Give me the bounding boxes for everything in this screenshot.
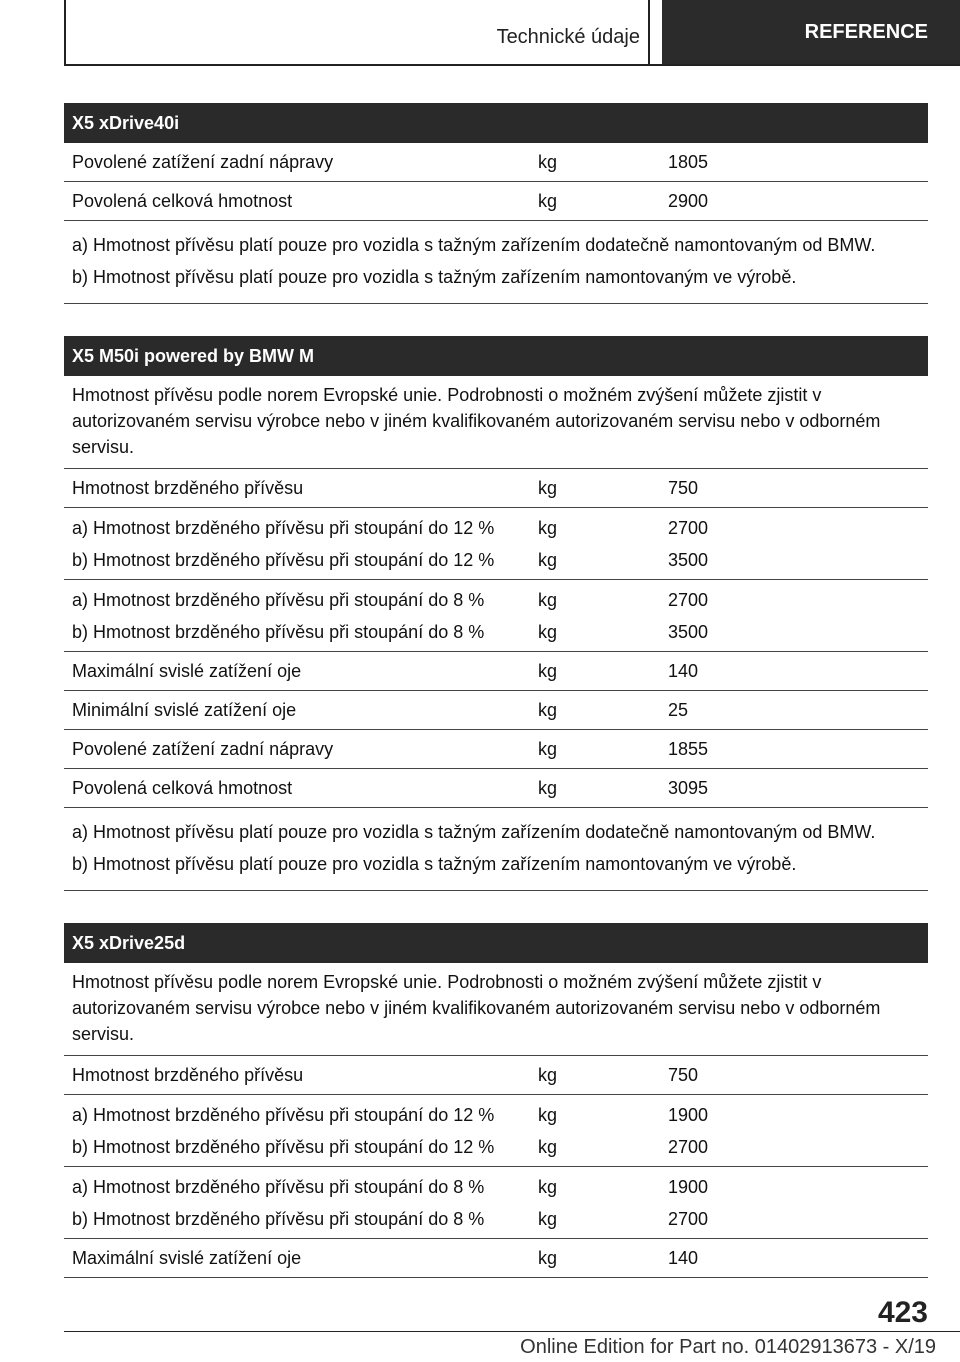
table-row [64, 1056, 928, 1095]
footer-rule [64, 1331, 960, 1332]
section-title-x5-xdrive40i: X5 xDrive40i [64, 103, 928, 143]
row-label: a) Hmotnost brzděného přívěsu při stoupání do 12 % [72, 1105, 495, 1125]
table-row [64, 730, 928, 769]
table-row [64, 182, 928, 221]
row-unit: kg [538, 1137, 558, 1157]
footnotes [64, 808, 928, 891]
row-value: 2700 [668, 1209, 709, 1229]
row-label: Povolené zatížení zadní nápravy [72, 151, 334, 172]
row-label: Hmotnost brzděného přívěsu [72, 477, 304, 498]
table-row [64, 469, 928, 508]
table-row [64, 652, 928, 691]
row-label: b) Hmotnost brzděného přívěsu při stoupání do 12 % [72, 1137, 495, 1157]
row-unit: kg [538, 477, 558, 498]
footnote-b: b) Hmotnost přívěsu platí pouze pro vozidla s tažným zařízením namontovaným ve výrobě. [72, 854, 797, 874]
row-unit: kg [538, 777, 558, 798]
header-reference-label: REFERENCE [804, 20, 928, 43]
section-intro: Hmotnost přívěsu podle norem Evropské unie. Podrobnosti o možném zvýšení můžete zjistit v autorizovaném servisu výrobce nebo v jiném kvalifikovaném autorizovaném servisu nebo v odborném servisu. [64, 963, 928, 1056]
row-value: 1855 [668, 738, 709, 759]
spec-content [64, 103, 928, 1278]
row-value: 140 [668, 660, 699, 681]
row-label: Hmotnost brzděného přívěsu [72, 1064, 304, 1085]
section-intro: Hmotnost přívěsu podle norem Evropské unie. Podrobnosti o možném zvýšení můžete zjistit v autorizovaném servisu výrobce nebo v jiném kvalifikovaném autorizovaném servisu nebo v odborném servisu. [64, 376, 928, 469]
row-value: 1900 [668, 1177, 709, 1197]
header-section-title: Technické údaje [496, 26, 640, 48]
row-value: 3095 [668, 777, 709, 798]
row-label: Minimální svislé zatížení oje [72, 699, 297, 720]
table-row [64, 508, 928, 580]
section-title-x5-xdrive25d: X5 xDrive25d [64, 923, 928, 963]
section-title-x5-m50i: X5 M50i powered by BMW M [64, 336, 928, 376]
header-mid-rule [648, 0, 650, 66]
footer-edition: Online Edition for Part no. 01402913673 - X/19 [520, 1336, 936, 1358]
row-unit: kg [538, 738, 558, 759]
footnote-b: b) Hmotnost přívěsu platí pouze pro vozidla s tažným zařízením namontovaným ve výrobě. [72, 267, 797, 287]
table-row [64, 691, 928, 730]
row-label: a) Hmotnost brzděného přívěsu při stoupání do 12 % [72, 518, 495, 538]
footnotes [64, 221, 928, 304]
header-reference-tab[interactable] [662, 0, 960, 64]
row-unit: kg [538, 1105, 558, 1125]
row-unit: kg [538, 1177, 558, 1197]
row-unit: kg [538, 151, 558, 172]
row-unit: kg [538, 622, 558, 642]
row-value: 2700 [668, 590, 709, 610]
row-label: Povolená celková hmotnost [72, 190, 293, 211]
row-value: 750 [668, 477, 699, 498]
row-value: 1900 [668, 1105, 709, 1125]
row-unit: kg [538, 518, 558, 538]
row-value: 2700 [668, 518, 709, 538]
row-label: a) Hmotnost brzděného přívěsu při stoupání do 8 % [72, 590, 485, 610]
row-unit: kg [538, 1064, 558, 1085]
row-label: b) Hmotnost brzděného přívěsu při stoupání do 12 % [72, 550, 495, 570]
row-unit: kg [538, 1209, 558, 1229]
row-label: Povolená celková hmotnost [72, 777, 293, 798]
row-label: b) Hmotnost brzděného přívěsu při stoupání do 8 % [72, 1209, 485, 1229]
row-unit: kg [538, 699, 558, 720]
table-row [64, 143, 928, 182]
row-unit: kg [538, 190, 558, 211]
row-unit: kg [538, 1247, 558, 1268]
row-value: 3500 [668, 622, 709, 642]
row-value: 2900 [668, 190, 709, 211]
row-unit: kg [538, 550, 558, 570]
table-row [64, 580, 928, 652]
table-row [64, 769, 928, 808]
footnote-a: a) Hmotnost přívěsu platí pouze pro vozidla s tažným zařízením dodatečně namontovaným od BMW. [72, 822, 876, 842]
row-value: 25 [668, 699, 689, 720]
row-label: b) Hmotnost brzděného přívěsu při stoupání do 8 % [72, 622, 485, 642]
row-label: a) Hmotnost brzděného přívěsu při stoupání do 8 % [72, 1177, 485, 1197]
header-left-rule [64, 0, 66, 66]
page-number: 423 [877, 1296, 928, 1329]
table-row [64, 1239, 928, 1278]
table-row [64, 1095, 928, 1167]
footnote-a: a) Hmotnost přívěsu platí pouze pro vozidla s tažným zařízením dodatečně namontovaným od BMW. [72, 235, 876, 255]
row-unit: kg [538, 660, 558, 681]
row-value: 750 [668, 1064, 699, 1085]
row-label: Maximální svislé zatížení oje [72, 1247, 302, 1268]
row-value: 1805 [668, 151, 709, 172]
row-value: 2700 [668, 1137, 709, 1157]
row-label: Povolené zatížení zadní nápravy [72, 738, 334, 759]
row-unit: kg [538, 590, 558, 610]
table-row [64, 1167, 928, 1239]
header-rule [64, 64, 960, 66]
row-label: Maximální svislé zatížení oje [72, 660, 302, 681]
row-value: 3500 [668, 550, 709, 570]
row-value: 140 [668, 1247, 699, 1268]
